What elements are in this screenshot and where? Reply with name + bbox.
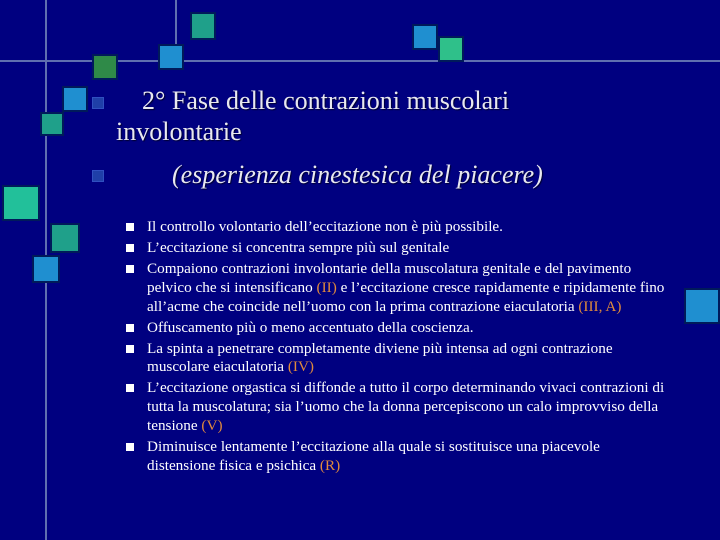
list-item: Compaiono contrazioni involontarie della muscolatura genitale e del pavimento pelvico che si intensificano (II) e l’eccitazione cresce rapidamente e ripidamente fino all’acme che coincide nell’uomo con la prima contrazione eiaculatoria (III, A) (126, 260, 666, 316)
title-bullet-icon (92, 97, 104, 109)
slide-subtitle: (esperienza cinestesica del piacere) (172, 160, 543, 189)
list-item: L’eccitazione si concentra sempre più sul genitale (126, 239, 666, 258)
list-item: L’eccitazione orgastica si diffonde a tutto il corpo determinando vivaci contrazioni di tutta la muscolatura; sia l’uomo che la donna percepiscono un calo improvviso della tensione (V) (126, 379, 666, 435)
decor-square (2, 185, 40, 221)
slide-title-line2: involontarie (116, 117, 242, 146)
decor-square (50, 223, 80, 253)
bullet-icon (126, 345, 134, 353)
decor-square (32, 255, 60, 283)
list-item: Diminuisce lentamente l’eccitazione alla quale si sostituisce una piacevole distensione fisica e psichica (R) (126, 438, 666, 476)
subtitle-bullet-icon (92, 170, 104, 182)
reference-mark: (V) (201, 416, 223, 434)
bullet-icon (126, 244, 134, 252)
decor-square (40, 112, 64, 136)
slide-title-line1: 2° Fase delle contrazioni muscolari (142, 86, 510, 115)
decor-square (412, 24, 438, 50)
decor-square (438, 36, 464, 62)
bullet-icon (126, 223, 134, 231)
bullet-icon (126, 324, 134, 332)
decor-square (158, 44, 184, 70)
decor-square (190, 12, 216, 40)
decor-square (62, 86, 88, 112)
list-item: Il controllo volontario dell’eccitazione non è più possibile. (126, 218, 666, 237)
bullet-icon (126, 265, 134, 273)
decor-square (92, 54, 118, 80)
reference-mark: (II) (316, 278, 337, 296)
reference-mark: (R) (319, 456, 341, 474)
reference-mark: (III, A) (578, 297, 622, 315)
decor-square (684, 288, 720, 324)
list-item: La spinta a penetrare completamente diviene più intensa ad ogni contrazione muscolare eiaculatoria (IV) (126, 340, 666, 378)
bullet-list (126, 218, 666, 478)
bullet-icon (126, 384, 134, 392)
reference-mark: (IV) (287, 358, 314, 376)
bullet-icon (126, 443, 134, 451)
list-item: Offuscamento più o meno accentuato della coscienza. (126, 319, 666, 338)
